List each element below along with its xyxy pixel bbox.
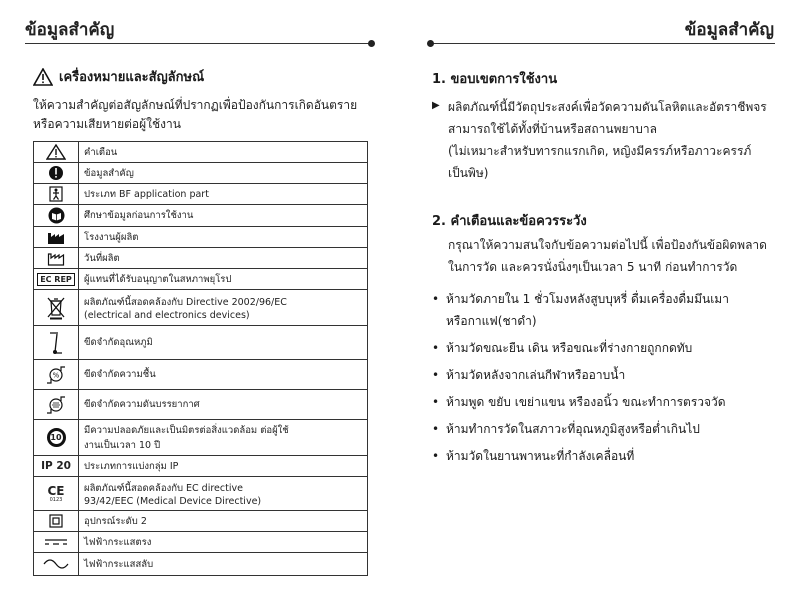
symbol-description: ประเภท BF application part — [79, 184, 368, 205]
table-row — [34, 553, 368, 576]
humidity-limit-icon — [45, 365, 67, 385]
left-page-header: ข้อมูลสำคัญ — [25, 20, 115, 40]
symbol-description: ขีดจำกัดอุณหภูมิ — [79, 326, 368, 360]
list-item-line: ห้ามพูด ขยับ เขย่าแขน หรืองอนิ้ว ขณะทำการตรวจวัด — [446, 395, 726, 409]
symbols-section-heading — [33, 66, 204, 87]
section-warnings-title: 2. คำเตือนและข้อควรระวัง — [432, 214, 587, 229]
list-item: • ห้ามวัดในยานพาหนะที่กำลังเคลื่อนที่ — [432, 449, 635, 463]
table-row — [34, 142, 368, 163]
warning-triangle-icon — [33, 68, 53, 86]
list-item-line: ห้ามวัดขณะยืน เดิน หรือขณะที่ร่างกายถูกกดทับ — [446, 341, 693, 355]
alternating-current-icon — [43, 558, 69, 570]
left-header-rule — [25, 43, 371, 44]
list-item: • ห้ามวัดหลังจากเล่นกีฬาหรืออาบน้ำ — [432, 368, 626, 382]
symbol-description: ศึกษาข้อมูลก่อนการใช้งาน — [79, 205, 368, 227]
list-item: • ห้ามทำการวัดในสภาวะที่อุณหภูมิสูงหรือต่ำเกินไป — [432, 422, 700, 436]
text-line: กรุณาให้ความสนใจกับข้อความต่อไปนี้ เพื่อป้องกันข้อผิดพลาด — [448, 238, 767, 252]
ce-mark-icon — [34, 477, 79, 511]
symbol-description: โรงงานผู้ผลิต — [79, 227, 368, 248]
list-item: • ห้ามวัดขณะยืน เดิน หรือขณะที่ร่างกายถูกกดทับ — [432, 341, 693, 355]
type-bf-applied-part-icon — [49, 186, 63, 202]
symbol-description-line: ผลิตภัณฑ์นี้สอดคล้องกับ EC directive — [84, 482, 243, 494]
list-item-line: ห้ามวัดหลังจากเล่นกีฬาหรืออาบน้ำ — [446, 368, 626, 382]
table-row — [34, 184, 368, 205]
list-item: • ห้ามวัดภายใน 1 ชั่วโมงหลังสูบบุหรี่ ดื่มเครื่องดื่มมึนเมา หรือกาแฟ(ชาดำ) — [432, 292, 729, 328]
table-row — [34, 477, 368, 511]
warning-triangle-icon — [46, 144, 66, 160]
symbols-heading-text: เครื่องหมายและสัญลักษณ์ — [59, 70, 205, 85]
manufacture-date-icon — [47, 251, 65, 266]
table-row — [34, 420, 368, 456]
table-row — [34, 248, 368, 269]
svg-text:%: % — [52, 371, 60, 379]
symbol-description: อุปกรณ์ระดับ 2 — [79, 511, 368, 532]
important-info-icon — [48, 165, 64, 181]
symbol-description: ข้อมูลสำคัญ — [79, 163, 368, 184]
symbols-intro-text: ให้ความสำคัญต่อสัญลักษณ์ที่ปรากฏเพื่อป้องกันการเกิดอันตรายหรือความเสียหายต่อผู้ใช้งาน — [33, 98, 358, 131]
table-row — [34, 511, 368, 532]
table-row — [34, 532, 368, 553]
table-row — [34, 290, 368, 326]
symbol-description: ไฟฟ้ากระแสตรง — [79, 532, 368, 553]
symbol-description-line: งานเป็นเวลา 10 ปี — [84, 439, 161, 451]
symbol-description: ผู้แทนที่ได้รับอนุญาตในสหภาพยุโรป — [79, 269, 368, 290]
symbol-description: ขีดจำกัดความชื้น — [79, 360, 368, 390]
ce-notified-body-number: 0123 — [49, 496, 63, 503]
list-item-line: ห้ามวัดภายใน 1 ชั่วโมงหลังสูบบุหรี่ ดื่มเครื่องดื่มมึนเมา — [446, 292, 729, 306]
symbol-description: วันที่ผลิต — [79, 248, 368, 269]
symbols-table — [33, 141, 368, 576]
section-scope-body — [448, 96, 793, 184]
symbol-description-line: 93/42/EEC (Medical Device Directive) — [84, 495, 262, 507]
right-header-rule-dot — [427, 40, 434, 47]
section-scope-title: 1. ขอบเขตการใช้งาน — [432, 72, 558, 87]
list-item-line: หรือกาแฟ(ชาดำ) — [446, 314, 537, 328]
manufacturer-icon — [47, 230, 65, 245]
symbol-description: ขีดจำกัดความดันบรรยากาศ — [79, 390, 368, 420]
list-item: • ห้ามพูด ขยับ เขย่าแขน หรืองอนิ้ว ขณะทำการตรวจวัด — [432, 395, 726, 409]
weee-crossed-bin-icon — [47, 296, 65, 320]
table-row — [34, 227, 368, 248]
arrow-bullet-icon: ▶ — [432, 100, 440, 111]
symbol-description-line: (electrical and electronics devices) — [84, 309, 250, 321]
table-row — [34, 205, 368, 227]
list-item-line: ห้ามทำการวัดในสภาวะที่อุณหภูมิสูงหรือต่ำเกินไป — [446, 422, 700, 436]
text-line: ในการวัด และควรนั่งนิ่งๆเป็นเวลา 5 นาที ก่อนทำการวัด — [448, 260, 738, 274]
temperature-limit-icon — [48, 330, 64, 356]
read-instructions-icon — [48, 207, 65, 224]
symbol-description: คำเตือน — [79, 142, 368, 163]
left-header-rule-dot — [368, 40, 375, 47]
warnings-bullet-list — [432, 288, 782, 472]
ce-mark-label: CE — [47, 483, 65, 498]
text-line: สามารถใช้ได้ทั้งที่บ้านหรือสถานพยาบาล — [448, 122, 657, 136]
symbol-description: ไฟฟ้ากระแสสลับ — [79, 553, 368, 576]
right-page-header: ข้อมูลสำคัญ — [684, 20, 774, 40]
table-row — [34, 163, 368, 184]
symbol-description — [79, 477, 368, 511]
class-2-device-icon — [49, 514, 63, 528]
direct-current-icon — [44, 537, 68, 547]
ip-rating-icon: IP 20 — [41, 460, 71, 472]
text-line: (ไม่เหมาะสำหรับทารกแรกเกิด, หญิงมีครรภ์หรือภาวะครรภ์ — [448, 144, 752, 158]
symbol-description — [79, 420, 368, 456]
ec-rep-icon: EC REP — [37, 273, 75, 286]
table-row — [34, 456, 368, 477]
right-header-rule — [430, 43, 775, 44]
table-row — [34, 360, 368, 390]
pressure-limit-icon — [45, 395, 67, 415]
symbol-description: ประเภทการแบ่งกลุ่ม IP — [79, 456, 368, 477]
table-row — [34, 390, 368, 420]
section-warnings-intro — [448, 234, 793, 278]
list-item-line: ห้ามวัดในยานพาหนะที่กำลังเคลื่อนที่ — [446, 449, 635, 463]
table-row — [34, 269, 368, 290]
symbol-description — [79, 290, 368, 326]
text-line: เป็นพิษ) — [448, 166, 489, 180]
table-row — [34, 326, 368, 360]
environmental-10-years-icon: 10 — [47, 428, 66, 447]
text-line: ผลิตภัณฑ์นี้มีวัตถุประสงค์เพื่อวัดความดันโลหิตและอัตราชีพจร — [448, 100, 767, 114]
symbol-description-line: มีความปลอดภัยและเป็นมิตรต่อสิ่งแวดล้อม ต่อผู้ใช้ — [84, 424, 289, 436]
symbol-description-line: ผลิตภัณฑ์นี้สอดคล้องกับ Directive 2002/96/EC — [84, 296, 287, 308]
